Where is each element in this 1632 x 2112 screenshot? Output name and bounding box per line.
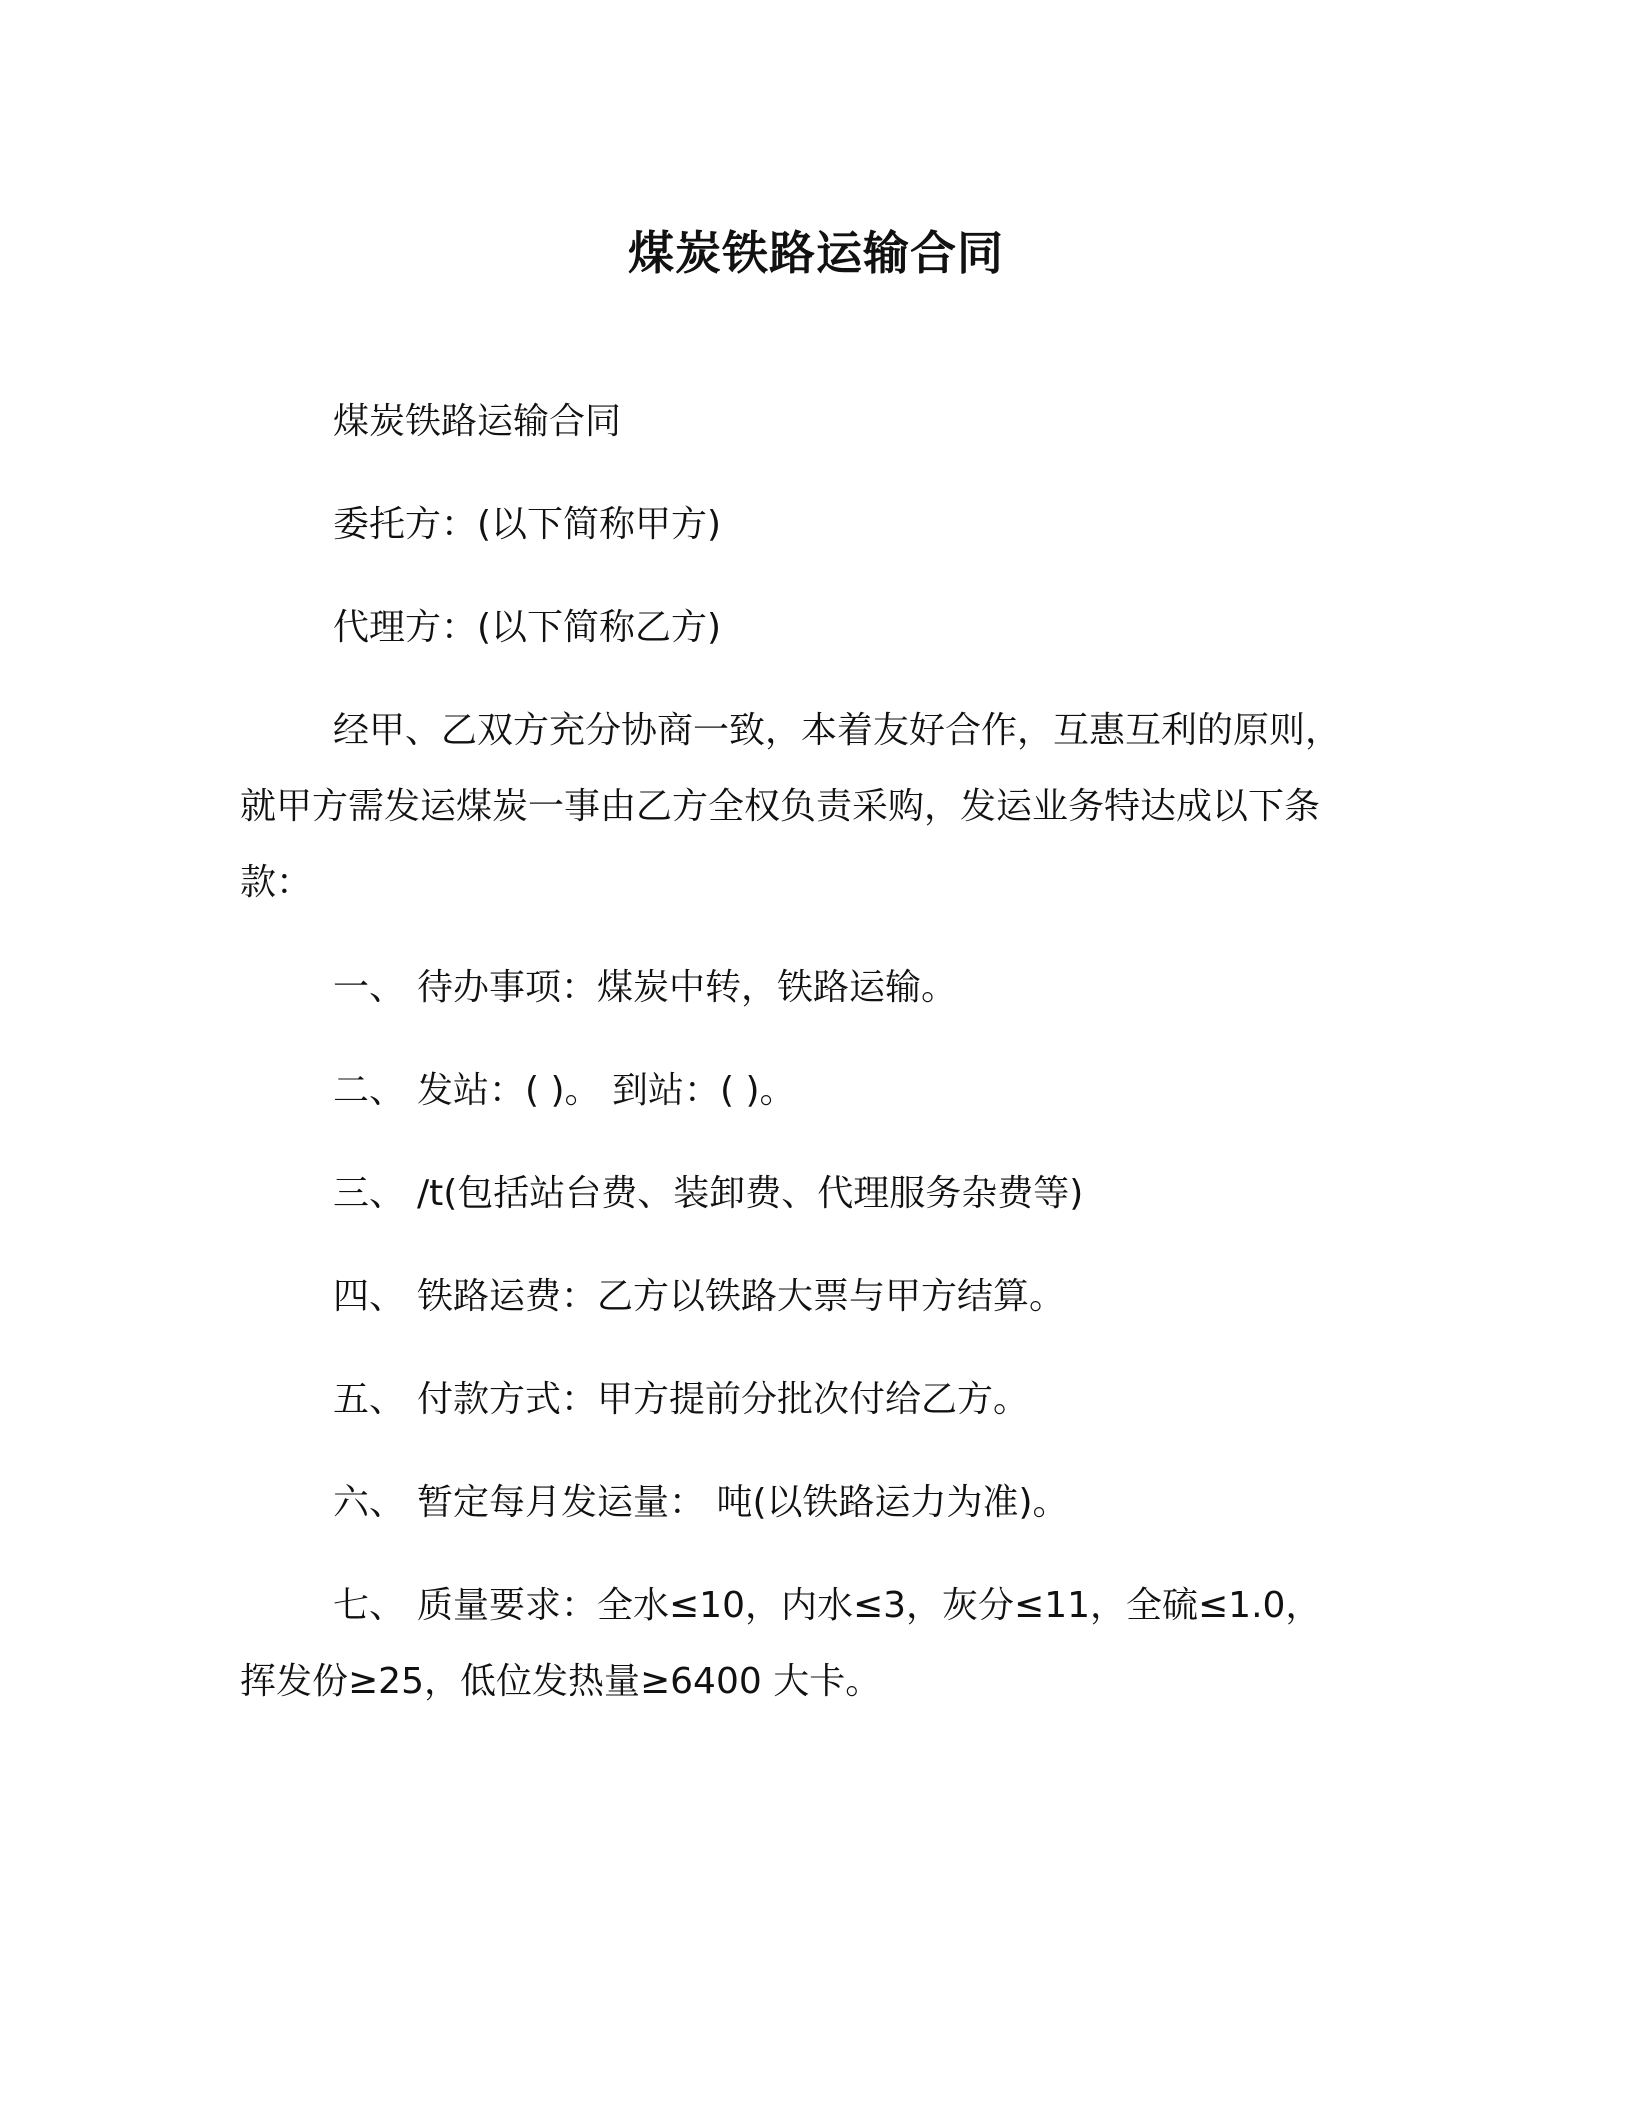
clause-text: /t(包括站台费、装卸费、代理服务杂费等) [417,1173,1084,1214]
clause-item [333,1581,1321,1631]
clause-number: 六、 [333,1482,406,1523]
intro-line-2: 就甲方需发运煤炭一事由乙方全权负责采购，发运业务特达成以下条 [240,786,1321,827]
clause-number: 一、 [333,967,406,1008]
clause-number: 四、 [333,1276,406,1317]
clause-item [333,1066,796,1116]
clause-number: 三、 [333,1173,406,1214]
clause-text: 质量要求：全水≤10，内水≤3，灰分≤11，全硫≤1.0， [417,1585,1322,1626]
clause-item [333,1375,1029,1425]
clause-text: 铁路运费：乙方以铁路大票与甲方结算。 [417,1276,1066,1317]
clause-text: 暂定每月发运量： 吨(以铁路运力为准)。 [417,1482,1069,1523]
clause-continuation: 挥发份≥25，低位发热量≥6400 大卡。 [240,1661,882,1702]
clause-text: 待办事项：煤炭中转，铁路运输。 [417,967,958,1008]
clause-text: 付款方式：甲方提前分批次付给乙方。 [417,1379,1030,1420]
document-subtitle: 煤炭铁路运输合同 [333,401,622,442]
intro-line-3: 款： [240,862,313,903]
intro-line-1: 经甲、乙双方充分协商一致，本着友好合作，互惠互利的原则， [333,710,1342,751]
clause-number: 七、 [333,1585,406,1626]
clause-item [333,1272,1065,1322]
clause-number: 五、 [333,1379,406,1420]
clause-item [333,963,957,1013]
clause-item [333,1169,1083,1219]
clause-text: 发站：( )。 到站：( )。 [417,1070,796,1111]
client-line: 委托方：(以下简称甲方) [333,504,722,545]
clause-item [333,1478,1069,1528]
clause-number: 二、 [333,1070,406,1111]
document-title: 煤炭铁路运输合同 [628,226,1004,280]
agent-line: 代理方：(以下简称乙方) [333,607,722,648]
